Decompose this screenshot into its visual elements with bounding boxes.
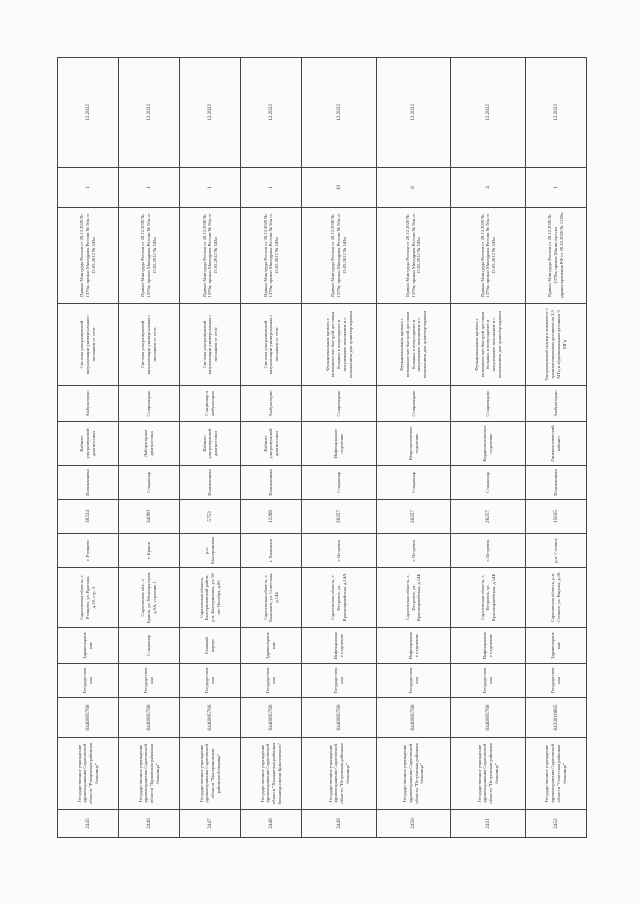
table-cell: Инфекционное отделение [376, 628, 451, 664]
table-cell: Система ультразвуковой визуализации универсальная с питанием от сети [241, 304, 302, 386]
table-cell: 6446005766 [451, 698, 526, 738]
table-cell: Главный корпус [180, 628, 241, 664]
table-cell: 12288 [241, 500, 302, 534]
table-cell: Инфекционное отделение [451, 628, 526, 664]
table-cell: 6446005766 [58, 698, 119, 738]
table-cell: Приказ Минтруда России от 28.12.2020 № 1379н; приказ Минздрава России № 56н от 15.05.2012 № 543н [451, 208, 526, 304]
table-cell: Саратовская обл., г. Ершов, ул. Мелиораторов, д.5А, строение 1 [119, 568, 180, 628]
table-cell: Приказ Минтруда России от 28.12.2020 № 1379н; приказ Минздрава России № 56н от 15.05.2012 № 543н [376, 208, 451, 304]
table-cell: Система ультразвуковой визуализации универсальная с питанием от сети [119, 304, 180, 386]
table-cell: Неврологическое отделение [376, 422, 451, 466]
table-cell: Стационар [302, 466, 377, 500]
table-cell: 2446 [119, 810, 180, 838]
table-cell: Саратовская область, р.п. Степное, ул. Кирова, д.18 [525, 568, 586, 628]
table-cell: Система ультразвуковой визуализации универсальная с питанием от сети [180, 304, 241, 386]
table-cell: Кабинет ультразвуковой диагностики [241, 422, 302, 466]
table-cell: Государственная [180, 664, 241, 698]
record-row [58, 58, 119, 838]
table-cell: Здравоохранение [525, 628, 586, 664]
table-cell: Амбулаторно [241, 386, 302, 422]
table-cell: Стационарно [302, 386, 377, 422]
table-cell: Поликлиника [525, 466, 586, 500]
table-cell: Государственное учреждение здравоохранения Саратовской области "Советская районная больница" [525, 738, 586, 810]
table-cell: г. Хвалынск [241, 534, 302, 568]
table-cell: Поликлиника [241, 466, 302, 500]
table-cell: Государственное учреждение здравоохранения Саратовской области "Петровская районная больница" [376, 738, 451, 810]
table-cell: Поликлиника [180, 466, 241, 500]
table-cell: р.п. Екатериновка [180, 534, 241, 568]
table-cell: Функциональная кровать с возможностью быстрой доставки больных в полусидячее и полулежачее положение и с положением для транспортировки [451, 304, 526, 386]
record-row [451, 58, 526, 838]
table-cell: 6446005766 [302, 698, 377, 738]
table-cell: Саратовская область, г. Хвалынск, ул. Советская, д.144 [241, 568, 302, 628]
table-cell: Саратовская область, Екатериновский район, р.п. Екатериновка, ул. 50 лет Октября, д.85 [180, 568, 241, 628]
table-cell: Приказ Минтруда России от 28.12.2020 № 1379н; приказ Минздрава России № 56н от 15.05.2012 № 543н [119, 208, 180, 304]
table-cell: 2447 [180, 810, 241, 838]
table-cell: Здравоохранение [58, 628, 119, 664]
table-cell: 6446005766 [180, 698, 241, 738]
table-cell: Государственное учреждение здравоохранения Саратовской области "Хвалынская районная больница имени Бржозовского" [241, 738, 302, 810]
table-cell: 12.2022 [180, 58, 241, 168]
record-row [180, 58, 241, 838]
table-cell: Государственное учреждение здравоохранения Саратовской области "Петровская районная больница" [302, 738, 377, 810]
record-row [376, 58, 451, 838]
table-cell: Инфекционное отделение [302, 422, 377, 466]
table-cell: 2451 [451, 810, 526, 838]
table-cell: Поликлиника [58, 466, 119, 500]
table-cell: 2450 [376, 810, 451, 838]
table-cell: 6433016665 [525, 698, 586, 738]
table-cell: Стационар и амбулаторно [180, 386, 241, 422]
table-cell: 28257 [302, 500, 377, 534]
table-cell: г. Петровск [376, 534, 451, 568]
table-cell: 12.2022 [241, 58, 302, 168]
table-cell: 6446005766 [241, 698, 302, 738]
table-cell: 15635 [525, 500, 586, 534]
table-cell: Саратовская область, г. Петровск, ул. Красноармейская, д.14Б [451, 568, 526, 628]
table-cell: Стационар [376, 466, 451, 500]
table-cell: Саратовская область, г. Ртищево, ул. Красная, д.10, стр. 3 [58, 568, 119, 628]
table-cell: г. Ртищево [58, 534, 119, 568]
table-cell: 1 [180, 168, 241, 208]
table-cell: 1 [241, 168, 302, 208]
table-cell: Стационарно [376, 386, 451, 422]
table-cell: г. Петровск [302, 534, 377, 568]
table-cell: Стационарно [451, 386, 526, 422]
table-cell: Государственная [302, 664, 377, 698]
record-row [525, 58, 586, 838]
table-cell: Приказ Минтруда России от 28.12.2020 № 1379н; приказ Минздрава России № 56н от 15.05.2012 № 543н [302, 208, 377, 304]
table-cell: 1 [525, 168, 586, 208]
record-row [241, 58, 302, 838]
table-cell: Государственная [451, 664, 526, 698]
table-cell: Приказ Минтруда России от 28.12.2020 № 1379н; приказ Министерства здравоохранения РФ от 20.10.2020 № 1130н [525, 208, 586, 304]
table-cell: Государственная [119, 664, 180, 698]
table-cell: 6446005766 [376, 698, 451, 738]
table-cell: Государственная [58, 664, 119, 698]
table-cell: Стационар [451, 466, 526, 500]
table-cell: Ультразвуковой сканер в комплекте с трансвагинальным датчиком на 3,5 МГц и абдоминальным датчиком 5 МГц [525, 304, 586, 386]
table-cell: Государственная [241, 664, 302, 698]
table-cell: 12.2022 [525, 58, 586, 168]
table-cell: Лабораторная диагностика [119, 422, 180, 466]
table-cell: 10 [302, 168, 377, 208]
table-cell: Амбулаторно [525, 386, 586, 422]
table-cell: 2445 [58, 810, 119, 838]
table-cell: Государственная [376, 664, 451, 698]
table-cell: Государственное учреждение здравоохранения Саратовской области "Ртищевская районная больница" [58, 738, 119, 810]
table-cell: Гинекологический кабинет [525, 422, 586, 466]
table-cell: Стационар [119, 628, 180, 664]
table-cell: Приказ Минтруда России от 28.12.2020 № 1379н; приказ Минздрава России № 56н от 15.05.2012 № 543н [180, 208, 241, 304]
table-cell: Саратовская область, г. Петровск, ул. Красноармейская, д.14Б [376, 568, 451, 628]
table-cell: Здравоохранение [241, 628, 302, 664]
table-cell: 12.2022 [119, 58, 180, 168]
table-cell: 2448 [241, 810, 302, 838]
table-cell: 28257 [451, 500, 526, 534]
table-cell: 1 [119, 168, 180, 208]
table-cell: Государственное учреждение здравоохранения Саратовской области "Петровская районная больница" [451, 738, 526, 810]
table-cell: р.п. Степное [525, 534, 586, 568]
table-cell: 34000 [119, 500, 180, 534]
table-cell: Амбулаторно [58, 386, 119, 422]
table-cell: Кабинет ультразвуковой диагностики [58, 422, 119, 466]
table-cell: 12.2022 [451, 58, 526, 168]
table-cell: 2449 [302, 810, 377, 838]
table-cell: г. Петровск [451, 534, 526, 568]
table-cell: 1 [58, 168, 119, 208]
table-cell: 12.2022 [58, 58, 119, 168]
table-cell: 28257 [376, 500, 451, 534]
table-cell: Государственное учреждение здравоохранения Саратовской области "Ершовская районная больница" [119, 738, 180, 810]
table-cell: Система ультразвуковой визуализации универсальная с питанием от сети [58, 304, 119, 386]
table-cell: Кабинет ультразвуковой диагностики [180, 422, 241, 466]
table-cell: Стационарно [119, 386, 180, 422]
table-cell: Кардиологическое отделение [451, 422, 526, 466]
table-cell: 38224 [58, 500, 119, 534]
table-cell: Функциональная кровать с возможностью быстрой доставки больных в полусидячее и полулежачее положение и с положением для транспортировки [376, 304, 451, 386]
record-row [302, 58, 377, 838]
table-cell: Приказ Минтруда России от 28.12.2020 № 1379н; приказ Минздрава России № 56н от 15.05.2012 № 543н [241, 208, 302, 304]
table-cell: 4 [451, 168, 526, 208]
record-row [119, 58, 180, 838]
table-cell: Государственная [525, 664, 586, 698]
table-cell: 6446005766 [119, 698, 180, 738]
table-cell: Приказ Минтруда России от 28.12.2020 № 1379н; приказ Минздрава России № 56н от 15.05.2012 № 543н [58, 208, 119, 304]
table-cell: 12.2022 [376, 58, 451, 168]
table-cell: Инфекционное отделение [302, 628, 377, 664]
table-cell: 12.2022 [302, 58, 377, 168]
table-cell: Государственное учреждение здравоохранения Саратовской области "Екатериновская районная больница" [180, 738, 241, 810]
table-cell: Функциональная кровать с возможностью быстрой доставки больных в полусидячее и полулежачее положение и с положением для транспортировки [302, 304, 377, 386]
equipment-register-table [57, 57, 587, 838]
table-cell: 6 [376, 168, 451, 208]
table-cell: 5753 [180, 500, 241, 534]
rotated-table-wrapper [57, 58, 587, 838]
table-cell: Стационар [119, 466, 180, 500]
table-cell: Саратовская область, г. Петровск, ул. Красноармейская, д.14А [302, 568, 377, 628]
table-cell: г. Ершов [119, 534, 180, 568]
table-cell: 2452 [525, 810, 586, 838]
